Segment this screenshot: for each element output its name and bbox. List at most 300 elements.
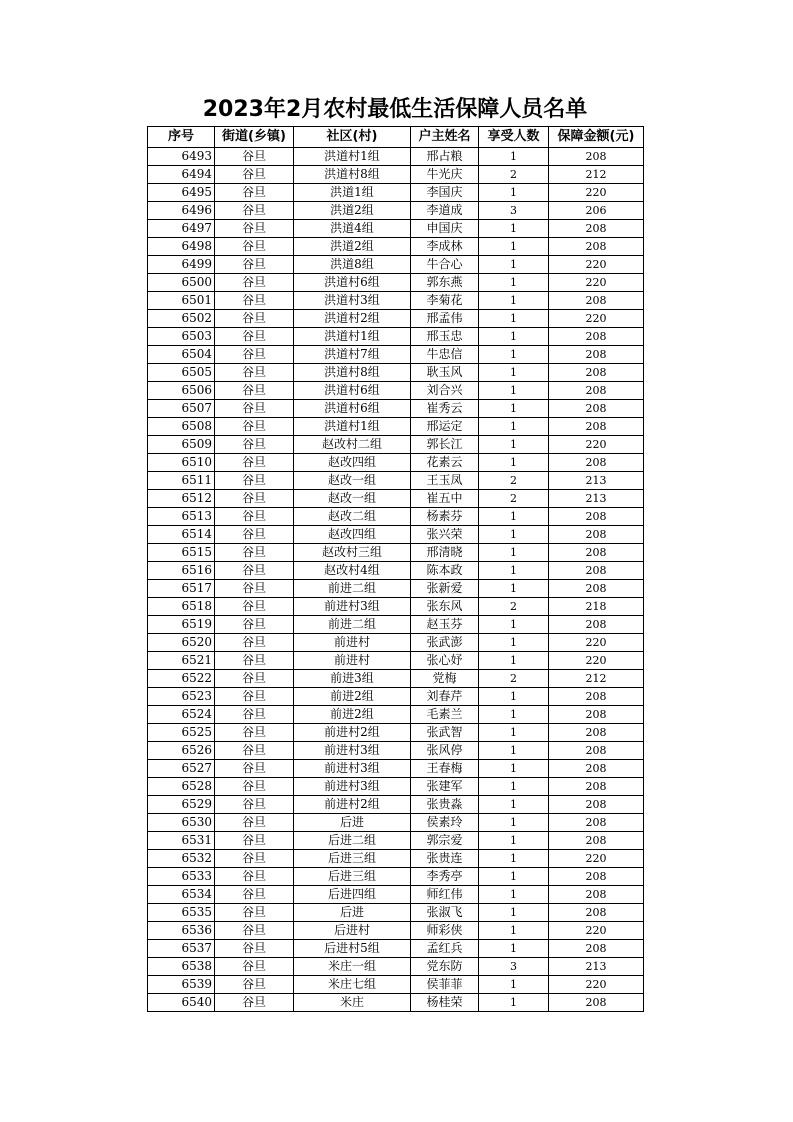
community-cell: 前进村3组	[294, 778, 411, 796]
street-cell: 谷旦	[215, 868, 294, 886]
amount-cell: 208	[549, 904, 644, 922]
table-row	[148, 382, 644, 400]
table-row	[148, 166, 644, 184]
table-row	[148, 238, 644, 256]
table-row	[148, 580, 644, 598]
table-row	[148, 886, 644, 904]
people-count-cell: 1	[479, 904, 549, 922]
community-cell: 米庄一组	[294, 958, 411, 976]
seq-cell: 6508	[148, 418, 215, 436]
community-cell: 赵改四组	[294, 454, 411, 472]
householder-cell: 李成林	[411, 238, 479, 256]
people-count-cell: 1	[479, 868, 549, 886]
amount-cell: 208	[549, 328, 644, 346]
community-cell: 洪道村6组	[294, 274, 411, 292]
amount-cell: 220	[549, 652, 644, 670]
people-count-cell: 1	[479, 832, 549, 850]
table-row	[148, 328, 644, 346]
householder-cell: 侯菲菲	[411, 976, 479, 994]
people-count-cell: 2	[479, 472, 549, 490]
table-row	[148, 706, 644, 724]
householder-cell: 邢清晓	[411, 544, 479, 562]
street-cell: 谷旦	[215, 400, 294, 418]
seq-cell: 6540	[148, 994, 215, 1012]
people-count-cell: 2	[479, 166, 549, 184]
seq-cell: 6527	[148, 760, 215, 778]
street-cell: 谷旦	[215, 436, 294, 454]
amount-cell: 206	[549, 202, 644, 220]
seq-cell: 6519	[148, 616, 215, 634]
community-cell: 前进二组	[294, 580, 411, 598]
amount-cell: 213	[549, 958, 644, 976]
community-cell: 前进3组	[294, 670, 411, 688]
seq-cell: 6499	[148, 256, 215, 274]
table-row	[148, 292, 644, 310]
street-cell: 谷旦	[215, 634, 294, 652]
community-cell: 后进四组	[294, 886, 411, 904]
people-count-cell: 1	[479, 328, 549, 346]
seq-cell: 6513	[148, 508, 215, 526]
amount-cell: 208	[549, 544, 644, 562]
householder-cell: 崔秀云	[411, 400, 479, 418]
householder-cell: 张风停	[411, 742, 479, 760]
community-cell: 洪道村1组	[294, 148, 411, 166]
amount-cell: 208	[549, 580, 644, 598]
people-count-cell: 3	[479, 202, 549, 220]
amount-cell: 208	[549, 418, 644, 436]
header-seq: 序号	[148, 127, 215, 148]
community-cell: 后进村	[294, 922, 411, 940]
street-cell: 谷旦	[215, 598, 294, 616]
table-row	[148, 832, 644, 850]
amount-cell: 208	[549, 220, 644, 238]
street-cell: 谷旦	[215, 364, 294, 382]
amount-cell: 220	[549, 310, 644, 328]
amount-cell: 208	[549, 742, 644, 760]
seq-cell: 6514	[148, 526, 215, 544]
street-cell: 谷旦	[215, 760, 294, 778]
community-cell: 米庄七组	[294, 976, 411, 994]
amount-cell: 213	[549, 490, 644, 508]
header-street: 街道(乡镇)	[215, 127, 294, 148]
householder-cell: 耿玉风	[411, 364, 479, 382]
people-count-cell: 1	[479, 436, 549, 454]
people-count-cell: 1	[479, 562, 549, 580]
amount-cell: 208	[549, 832, 644, 850]
householder-cell: 牛光庆	[411, 166, 479, 184]
householder-cell: 张武澎	[411, 634, 479, 652]
householder-cell: 邢玉忠	[411, 328, 479, 346]
table-row	[148, 634, 644, 652]
street-cell: 谷旦	[215, 958, 294, 976]
street-cell: 谷旦	[215, 418, 294, 436]
people-count-cell: 1	[479, 994, 549, 1012]
header-people-count: 享受人数	[479, 127, 549, 148]
table-row	[148, 472, 644, 490]
street-cell: 谷旦	[215, 904, 294, 922]
people-count-cell: 1	[479, 940, 549, 958]
street-cell: 谷旦	[215, 796, 294, 814]
community-cell: 赵改一组	[294, 490, 411, 508]
householder-cell: 李道成	[411, 202, 479, 220]
street-cell: 谷旦	[215, 490, 294, 508]
street-cell: 谷旦	[215, 706, 294, 724]
people-count-cell: 1	[479, 634, 549, 652]
street-cell: 谷旦	[215, 292, 294, 310]
amount-cell: 208	[549, 364, 644, 382]
amount-cell: 208	[549, 400, 644, 418]
table-row	[148, 976, 644, 994]
recipients-table	[147, 126, 644, 1012]
community-cell: 前进村	[294, 652, 411, 670]
people-count-cell: 1	[479, 184, 549, 202]
householder-cell: 刘春芹	[411, 688, 479, 706]
seq-cell: 6536	[148, 922, 215, 940]
householder-cell: 师红伟	[411, 886, 479, 904]
seq-cell: 6512	[148, 490, 215, 508]
seq-cell: 6497	[148, 220, 215, 238]
street-cell: 谷旦	[215, 202, 294, 220]
seq-cell: 6538	[148, 958, 215, 976]
table-row	[148, 508, 644, 526]
street-cell: 谷旦	[215, 562, 294, 580]
amount-cell: 220	[549, 436, 644, 454]
seq-cell: 6516	[148, 562, 215, 580]
table-row	[148, 202, 644, 220]
street-cell: 谷旦	[215, 922, 294, 940]
amount-cell: 208	[549, 814, 644, 832]
community-cell: 洪道2组	[294, 202, 411, 220]
table-row	[148, 598, 644, 616]
people-count-cell: 1	[479, 508, 549, 526]
street-cell: 谷旦	[215, 688, 294, 706]
amount-cell: 208	[549, 454, 644, 472]
people-count-cell: 3	[479, 958, 549, 976]
amount-cell: 208	[549, 148, 644, 166]
header-community: 社区(村)	[294, 127, 411, 148]
community-cell: 赵改村二组	[294, 436, 411, 454]
amount-cell: 220	[549, 274, 644, 292]
people-count-cell: 1	[479, 760, 549, 778]
householder-cell: 邢孟伟	[411, 310, 479, 328]
seq-cell: 6494	[148, 166, 215, 184]
community-cell: 洪道村1组	[294, 328, 411, 346]
table-row	[148, 310, 644, 328]
householder-cell: 党梅	[411, 670, 479, 688]
amount-cell: 220	[549, 922, 644, 940]
people-count-cell: 1	[479, 292, 549, 310]
amount-cell: 208	[549, 940, 644, 958]
table-body	[148, 148, 644, 1012]
street-cell: 谷旦	[215, 508, 294, 526]
community-cell: 前进村3组	[294, 598, 411, 616]
people-count-cell: 1	[479, 382, 549, 400]
seq-cell: 6522	[148, 670, 215, 688]
householder-cell: 郭长江	[411, 436, 479, 454]
community-cell: 洪道村6组	[294, 400, 411, 418]
street-cell: 谷旦	[215, 814, 294, 832]
amount-cell: 208	[549, 346, 644, 364]
householder-cell: 侯素玲	[411, 814, 479, 832]
householder-cell: 毛素兰	[411, 706, 479, 724]
seq-cell: 6498	[148, 238, 215, 256]
community-cell: 前进二组	[294, 616, 411, 634]
people-count-cell: 1	[479, 652, 549, 670]
table-row	[148, 994, 644, 1012]
community-cell: 洪道村8组	[294, 166, 411, 184]
table-row	[148, 184, 644, 202]
street-cell: 谷旦	[215, 580, 294, 598]
amount-cell: 220	[549, 256, 644, 274]
community-cell: 赵改二组	[294, 508, 411, 526]
street-cell: 谷旦	[215, 940, 294, 958]
people-count-cell: 1	[479, 400, 549, 418]
householder-cell: 张东风	[411, 598, 479, 616]
householder-cell: 申国庆	[411, 220, 479, 238]
people-count-cell: 1	[479, 724, 549, 742]
seq-cell: 6506	[148, 382, 215, 400]
community-cell: 赵改一组	[294, 472, 411, 490]
table-row	[148, 958, 644, 976]
street-cell: 谷旦	[215, 472, 294, 490]
seq-cell: 6534	[148, 886, 215, 904]
seq-cell: 6531	[148, 832, 215, 850]
seq-cell: 6503	[148, 328, 215, 346]
community-cell: 前进村2组	[294, 724, 411, 742]
table-row	[148, 436, 644, 454]
community-cell: 前进村3组	[294, 742, 411, 760]
header-householder: 户主姓名	[411, 127, 479, 148]
street-cell: 谷旦	[215, 526, 294, 544]
people-count-cell: 1	[479, 688, 549, 706]
people-count-cell: 2	[479, 490, 549, 508]
community-cell: 后进	[294, 814, 411, 832]
table-row	[148, 220, 644, 238]
table-row	[148, 652, 644, 670]
table-row	[148, 454, 644, 472]
street-cell: 谷旦	[215, 994, 294, 1012]
amount-cell: 220	[549, 976, 644, 994]
householder-cell: 张兴荣	[411, 526, 479, 544]
amount-cell: 208	[549, 760, 644, 778]
householder-cell: 孟红兵	[411, 940, 479, 958]
table-header-row	[148, 127, 644, 148]
people-count-cell: 1	[479, 580, 549, 598]
householder-cell: 李国庆	[411, 184, 479, 202]
householder-cell: 牛合心	[411, 256, 479, 274]
table-row	[148, 742, 644, 760]
seq-cell: 6517	[148, 580, 215, 598]
householder-cell: 邢运定	[411, 418, 479, 436]
seq-cell: 6493	[148, 148, 215, 166]
amount-cell: 208	[549, 796, 644, 814]
community-cell: 前进2组	[294, 688, 411, 706]
people-count-cell: 1	[479, 742, 549, 760]
table-row	[148, 544, 644, 562]
street-cell: 谷旦	[215, 238, 294, 256]
table-row	[148, 940, 644, 958]
street-cell: 谷旦	[215, 886, 294, 904]
community-cell: 洪道村1组	[294, 418, 411, 436]
amount-cell: 208	[549, 994, 644, 1012]
street-cell: 谷旦	[215, 166, 294, 184]
people-count-cell: 1	[479, 274, 549, 292]
street-cell: 谷旦	[215, 148, 294, 166]
seq-cell: 6518	[148, 598, 215, 616]
people-count-cell: 1	[479, 256, 549, 274]
householder-cell: 党东防	[411, 958, 479, 976]
community-cell: 赵改村4组	[294, 562, 411, 580]
householder-cell: 张贵连	[411, 850, 479, 868]
seq-cell: 6500	[148, 274, 215, 292]
householder-cell: 张心妤	[411, 652, 479, 670]
community-cell: 后进村5组	[294, 940, 411, 958]
seq-cell: 6501	[148, 292, 215, 310]
householder-cell: 花素云	[411, 454, 479, 472]
street-cell: 谷旦	[215, 832, 294, 850]
table-row	[148, 904, 644, 922]
amount-cell: 208	[549, 688, 644, 706]
seq-cell: 6535	[148, 904, 215, 922]
table-row	[148, 850, 644, 868]
amount-cell: 208	[549, 724, 644, 742]
seq-cell: 6524	[148, 706, 215, 724]
people-count-cell: 1	[479, 922, 549, 940]
table-row	[148, 490, 644, 508]
community-cell: 赵改村三组	[294, 544, 411, 562]
table-row	[148, 274, 644, 292]
householder-cell: 邢占粮	[411, 148, 479, 166]
householder-cell: 张建军	[411, 778, 479, 796]
seq-cell: 6502	[148, 310, 215, 328]
seq-cell: 6521	[148, 652, 215, 670]
table-row	[148, 418, 644, 436]
amount-cell: 208	[549, 706, 644, 724]
amount-cell: 208	[549, 868, 644, 886]
table-row	[148, 796, 644, 814]
amount-cell: 218	[549, 598, 644, 616]
community-cell: 洪道村8组	[294, 364, 411, 382]
people-count-cell: 1	[479, 544, 549, 562]
table-row	[148, 364, 644, 382]
amount-cell: 208	[549, 382, 644, 400]
people-count-cell: 1	[479, 220, 549, 238]
document-title: 2023年2月农村最低生活保障人员名单	[202, 97, 588, 122]
amount-cell: 212	[549, 166, 644, 184]
householder-cell: 王春梅	[411, 760, 479, 778]
people-count-cell: 1	[479, 706, 549, 724]
amount-cell: 213	[549, 472, 644, 490]
street-cell: 谷旦	[215, 454, 294, 472]
street-cell: 谷旦	[215, 616, 294, 634]
street-cell: 谷旦	[215, 670, 294, 688]
householder-cell: 张武智	[411, 724, 479, 742]
community-cell: 后进二组	[294, 832, 411, 850]
table-row	[148, 148, 644, 166]
street-cell: 谷旦	[215, 256, 294, 274]
table-row	[148, 670, 644, 688]
householder-cell: 陈本政	[411, 562, 479, 580]
table-row	[148, 760, 644, 778]
householder-cell: 郭东燕	[411, 274, 479, 292]
street-cell: 谷旦	[215, 382, 294, 400]
seq-cell: 6532	[148, 850, 215, 868]
people-count-cell: 1	[479, 778, 549, 796]
community-cell: 前进村3组	[294, 760, 411, 778]
amount-cell: 220	[549, 184, 644, 202]
amount-cell: 208	[549, 562, 644, 580]
street-cell: 谷旦	[215, 544, 294, 562]
householder-cell: 李秀亭	[411, 868, 479, 886]
people-count-cell: 1	[479, 814, 549, 832]
seq-cell: 6537	[148, 940, 215, 958]
amount-cell: 220	[549, 634, 644, 652]
table-row	[148, 778, 644, 796]
householder-cell: 牛忠信	[411, 346, 479, 364]
seq-cell: 6523	[148, 688, 215, 706]
seq-cell: 6510	[148, 454, 215, 472]
householder-cell: 张贵淼	[411, 796, 479, 814]
street-cell: 谷旦	[215, 778, 294, 796]
seq-cell: 6533	[148, 868, 215, 886]
community-cell: 后进三组	[294, 868, 411, 886]
table-row	[148, 616, 644, 634]
community-cell: 洪道村2组	[294, 310, 411, 328]
amount-cell: 208	[549, 886, 644, 904]
seq-cell: 6511	[148, 472, 215, 490]
street-cell: 谷旦	[215, 742, 294, 760]
community-cell: 前进村	[294, 634, 411, 652]
seq-cell: 6507	[148, 400, 215, 418]
seq-cell: 6515	[148, 544, 215, 562]
seq-cell: 6496	[148, 202, 215, 220]
community-cell: 洪道8组	[294, 256, 411, 274]
table-row	[148, 688, 644, 706]
community-cell: 洪道4组	[294, 220, 411, 238]
community-cell: 后进	[294, 904, 411, 922]
header-amount: 保障金额(元)	[549, 127, 644, 148]
people-count-cell: 1	[479, 418, 549, 436]
people-count-cell: 1	[479, 364, 549, 382]
people-count-cell: 1	[479, 526, 549, 544]
street-cell: 谷旦	[215, 310, 294, 328]
seq-cell: 6529	[148, 796, 215, 814]
householder-cell: 刘合兴	[411, 382, 479, 400]
street-cell: 谷旦	[215, 184, 294, 202]
amount-cell: 208	[549, 526, 644, 544]
householder-cell: 王玉凤	[411, 472, 479, 490]
seq-cell: 6509	[148, 436, 215, 454]
community-cell: 洪道村6组	[294, 382, 411, 400]
seq-cell: 6504	[148, 346, 215, 364]
people-count-cell: 2	[479, 598, 549, 616]
people-count-cell: 2	[479, 670, 549, 688]
community-cell: 米庄	[294, 994, 411, 1012]
table-row	[148, 562, 644, 580]
street-cell: 谷旦	[215, 724, 294, 742]
people-count-cell: 1	[479, 976, 549, 994]
street-cell: 谷旦	[215, 976, 294, 994]
people-count-cell: 1	[479, 346, 549, 364]
table-row	[148, 724, 644, 742]
street-cell: 谷旦	[215, 850, 294, 868]
people-count-cell: 1	[479, 796, 549, 814]
people-count-cell: 1	[479, 148, 549, 166]
community-cell: 后进三组	[294, 850, 411, 868]
amount-cell: 208	[549, 616, 644, 634]
amount-cell: 208	[549, 778, 644, 796]
street-cell: 谷旦	[215, 220, 294, 238]
